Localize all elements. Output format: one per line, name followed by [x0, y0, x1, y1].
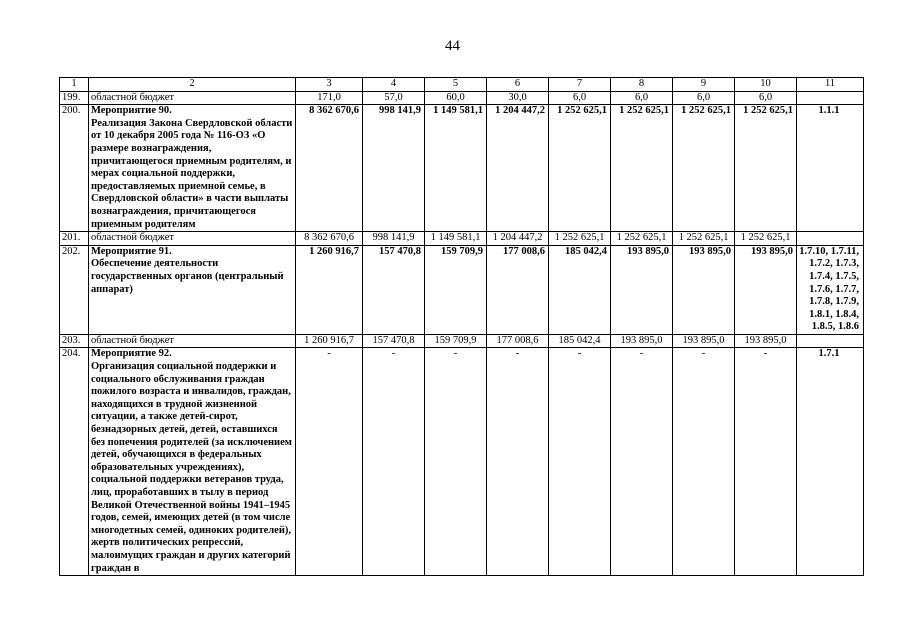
amount-cell: 998 141,9 — [363, 105, 425, 232]
amount-cell: 1 204 447,2 — [487, 105, 549, 232]
amount-cell: 185 042,4 — [549, 334, 611, 348]
header-cell: 8 — [611, 78, 673, 92]
budget-source-label: областной бюджет — [89, 334, 296, 348]
amount-cell: 177 008,6 — [487, 334, 549, 348]
header-cell: 9 — [673, 78, 735, 92]
budget-source-label: областной бюджет — [89, 91, 296, 105]
amount-cell: 6,0 — [549, 91, 611, 105]
amount-cell: 159 709,9 — [425, 334, 487, 348]
amount-cell: 185 042,4 — [549, 245, 611, 334]
amount-cell: - — [363, 348, 425, 576]
amount-cell: 157 470,8 — [363, 334, 425, 348]
target-codes-cell — [797, 91, 864, 105]
amount-cell: 6,0 — [611, 91, 673, 105]
amount-cell: 6,0 — [735, 91, 797, 105]
target-codes-cell: 1.7.1 — [797, 348, 864, 576]
header-cell: 4 — [363, 78, 425, 92]
amount-cell: 159 709,9 — [425, 245, 487, 334]
amount-cell: 8 362 670,6 — [296, 105, 363, 232]
amount-cell: 60,0 — [425, 91, 487, 105]
measure-text: Организация социальной поддержки и социального обслуживания граждан пожилого возраста и инвалидов, граждан, находящихся в трудной жизненной ситуации, а также детей-сирот, безнадзорных детей, детей, оставшихся без попечения родителей (за исключением детей, обучающихся в федеральных образовательных учреждениях), социальной поддержки ветеранов труда, лиц, проработавших в тылу в период Великой Отечественной войны 1941–1945 годов, семей, имеющих детей (в том числе многодетных семей, одиноких родителей), жертв политических репрессий, малоимущих граждан и других категорий граждан в — [91, 361, 292, 574]
measure-text: Обеспечение деятельности государственных органов (центральный аппарат) — [91, 258, 284, 295]
header-cell: 10 — [735, 78, 797, 92]
amount-cell: 30,0 — [487, 91, 549, 105]
amount-cell: - — [425, 348, 487, 576]
amount-cell: - — [296, 348, 363, 576]
amount-cell: 193 895,0 — [735, 245, 797, 334]
budget-row — [60, 91, 864, 105]
amount-cell: 1 252 625,1 — [673, 232, 735, 246]
budget-row — [60, 334, 864, 348]
amount-cell: 157 470,8 — [363, 245, 425, 334]
row-index: 199. — [60, 91, 89, 105]
header-cell: 7 — [549, 78, 611, 92]
row-index: 200. — [60, 105, 89, 232]
amount-cell: 1 252 625,1 — [673, 105, 735, 232]
amount-cell: 193 895,0 — [673, 245, 735, 334]
header-cell: 1 — [60, 78, 89, 92]
measure-title: Мероприятие 92. — [91, 348, 172, 360]
row-index: 204. — [60, 348, 89, 576]
budget-row — [60, 232, 864, 246]
table-header-row — [60, 78, 864, 92]
budget-source-label: областной бюджет — [89, 232, 296, 246]
measure-title: Мероприятие 91. — [91, 245, 172, 257]
amount-cell: 57,0 — [363, 91, 425, 105]
amount-cell: - — [735, 348, 797, 576]
measure-title: Мероприятие 90. — [91, 105, 172, 117]
measure-row — [60, 245, 864, 334]
amount-cell: 193 895,0 — [673, 334, 735, 348]
amount-cell: 1 252 625,1 — [735, 232, 797, 246]
amount-cell: 1 252 625,1 — [549, 232, 611, 246]
amount-cell: 1 252 625,1 — [611, 105, 673, 232]
amount-cell: 1 149 581,1 — [425, 105, 487, 232]
amount-cell: 1 149 581,1 — [425, 232, 487, 246]
header-cell: 3 — [296, 78, 363, 92]
target-codes-cell — [797, 334, 864, 348]
row-index: 203. — [60, 334, 89, 348]
amount-cell: 193 895,0 — [611, 334, 673, 348]
amount-cell: 177 008,6 — [487, 245, 549, 334]
amount-cell: 1 252 625,1 — [549, 105, 611, 232]
amount-cell: - — [673, 348, 735, 576]
amount-cell: - — [611, 348, 673, 576]
page-number: 44 — [445, 38, 460, 54]
amount-cell: 998 141,9 — [363, 232, 425, 246]
measure-text: Реализация Закона Свердловской области от 10 декабря 2005 года № 116-ОЗ «О размере вознаграждения, причитающегося приемным родителям, и мерах социальной поддержки, предоставляемых приемной семье, в Свердловской области» в части выплаты вознаграждения, причитающегося приемным родителям — [91, 117, 293, 230]
amount-cell: 1 252 625,1 — [735, 105, 797, 232]
header-cell: 5 — [425, 78, 487, 92]
header-cell: 6 — [487, 78, 549, 92]
header-cell: 11 — [797, 78, 864, 92]
amount-cell: 171,0 — [296, 91, 363, 105]
target-codes-cell: 1.7.10, 1.7.11, 1.7.2, 1.7.3, 1.7.4, 1.7.5, 1.7.6, 1.7.7, 1.7.8, 1.7.9, 1.8.1, 1.8.4, 1.8.5, 1.8.6 — [797, 245, 864, 334]
measure-row — [60, 348, 864, 576]
measure-description — [89, 348, 296, 576]
measure-row — [60, 105, 864, 232]
budget-table — [59, 77, 864, 576]
amount-cell: 6,0 — [673, 91, 735, 105]
amount-cell: 1 252 625,1 — [611, 232, 673, 246]
target-codes-cell: 1.1.1 — [797, 105, 864, 232]
amount-cell: - — [487, 348, 549, 576]
header-cell: 2 — [89, 78, 296, 92]
amount-cell: 193 895,0 — [735, 334, 797, 348]
measure-description — [89, 245, 296, 334]
amount-cell: 1 204 447,2 — [487, 232, 549, 246]
amount-cell: - — [549, 348, 611, 576]
amount-cell: 193 895,0 — [611, 245, 673, 334]
amount-cell: 8 362 670,6 — [296, 232, 363, 246]
measure-description — [89, 105, 296, 232]
row-index: 202. — [60, 245, 89, 334]
amount-cell: 1 260 916,7 — [296, 245, 363, 334]
amount-cell: 1 260 916,7 — [296, 334, 363, 348]
target-codes-cell — [797, 232, 864, 246]
row-index: 201. — [60, 232, 89, 246]
